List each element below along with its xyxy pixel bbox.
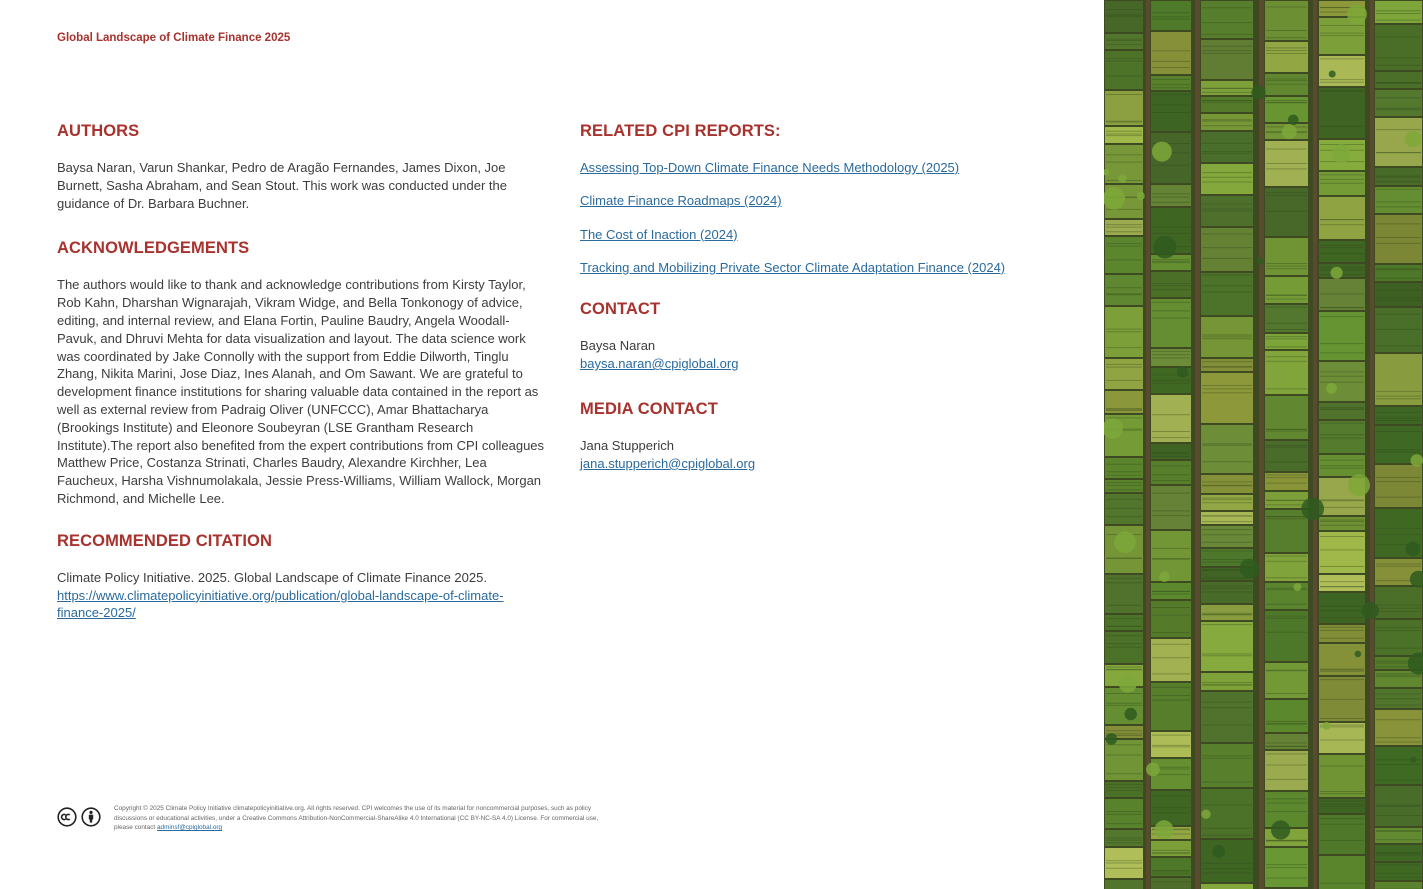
citation-text: Climate Policy Initiative. 2025. Global Landscape of Climate Finance 2025.	[57, 569, 487, 585]
related-reports-list	[580, 159, 1070, 277]
contact-name: Baysa Naran	[580, 338, 656, 354]
related-report-link[interactable]: Climate Finance Roadmaps (2024)	[580, 193, 782, 209]
related-report-link[interactable]: Assessing Top-Down Climate Finance Needs Methodology (2025)	[580, 160, 960, 175]
citation-heading: RECOMMENDED CITATION	[57, 531, 272, 550]
acknowledgements-text: The authors would like to thank and acknowledge contributions from Kirsty Taylor, Rob Kahn, Dharshan Wignarajah, Vikram Widge, and Bella Tonkonogy of advice, editing, and internal review, and Elana Fortin, Pauline Baudry, Angela Woodall-Pavuk, and Dhruvi Mehta for data visualization and layout. The data science work was coordinated by Jake Connolly with the support from Eddie Dilworth, Tinglu Zhang, Nikita Marini, Jose Diaz, Ines Alanah, and Om Sawant. We are grateful to development finance institutions for sharing valuable data contained in the report as well as external review from Padraig Oliver (UNFCCC), Amar Bhattacharya (Brookings Institute) and Eleonore Soubeyran (LSE Grantham Research Institute).The report also benefited from the expert contributions from CPI colleagues Matthew Price, Costanza Strinati, Charles Baudry, Alexandre Kirchher, Lea Faucheux, Harsha Vishnumolakala, Jessie Press-Williams, William Wallock, Morgan Richmond, and Michelle Lee.	[57, 277, 545, 506]
creative-commons-icon	[57, 807, 77, 827]
license-icons	[57, 807, 101, 827]
contact-section	[580, 300, 1070, 373]
list-item	[580, 192, 1070, 210]
aerial-farmland-image	[1104, 0, 1423, 889]
copyright-text: Copyright © 2025 Climate Policy Initiative climatepolicyinitiative.org. All rights reserved. CPI welcomes the use of its material for noncommercial purposes, such as policy discussions or educational activities, under a Creative Commons Attribution-NonCommercial-ShareAlike 4.0 International (CC BY-NC-SA 4.0) License. For commercial use, please contact	[114, 805, 599, 832]
media-contact-section	[580, 400, 1070, 473]
acknowledgements-section	[57, 239, 547, 507]
related-report-link[interactable]: The Cost of Inaction (2024)	[580, 226, 738, 242]
attribution-icon	[81, 807, 101, 827]
media-contact-heading: MEDIA CONTACT	[580, 399, 718, 418]
media-contact-email-link[interactable]: jana.stupperich@cpiglobal.org	[580, 455, 756, 471]
contact-heading: CONTACT	[580, 300, 661, 319]
authors-section	[57, 122, 547, 212]
citation-section	[57, 532, 547, 622]
list-item	[580, 226, 1070, 244]
acknowledgements-heading: ACKNOWLEDGEMENTS	[57, 239, 250, 258]
authors-text: Baysa Naran, Varun Shankar, Pedro de Aragão Fernandes, James Dixon, Joe Burnett, Sasha Abraham, and Sean Stout. This work was conducted under the guidance of Dr. Barbara Buchner.	[57, 160, 507, 211]
running-title: Global Landscape of Climate Finance 2025	[57, 32, 291, 44]
related-reports-heading: RELATED CPI REPORTS:	[580, 122, 781, 140]
left-column	[57, 122, 547, 622]
media-contact-name: Jana Stupperich	[580, 437, 674, 453]
related-reports-section	[580, 122, 1070, 277]
copyright-notice	[114, 804, 606, 833]
admin-email-link[interactable]: adminsf@cpiglobal.org	[157, 824, 223, 832]
footer	[57, 804, 607, 834]
right-column	[580, 122, 1070, 473]
related-report-link[interactable]: Tracking and Mobilizing Private Sector Climate Adaptation Finance (2024)	[580, 259, 1006, 275]
citation-link[interactable]: https://www.climatepolicyinitiative.org/publication/global-landscape-of-climate-finance-2025/	[57, 587, 504, 621]
list-item	[580, 259, 1070, 277]
contact-email-link[interactable]: baysa.naran@cpiglobal.org	[580, 355, 739, 371]
aerial-farmland-illustration	[1104, 0, 1423, 889]
authors-heading: AUTHORS	[57, 122, 140, 140]
list-item	[580, 159, 1070, 177]
